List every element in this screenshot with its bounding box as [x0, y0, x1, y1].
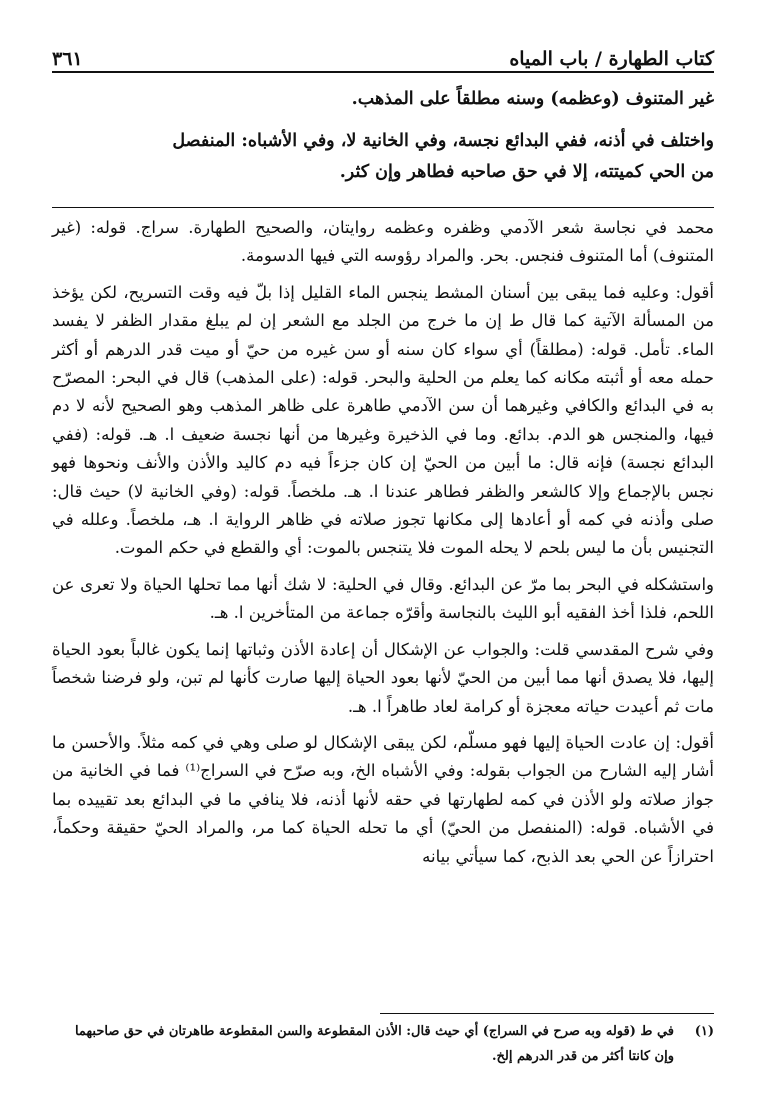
commentary: [52, 214, 714, 871]
running-title: كتاب الطهارة / باب المياه: [509, 48, 714, 70]
text-commentary-divider: [52, 207, 714, 208]
commentary-paragraph-1: محمد في نجاسة شعر الآدمي وظفره وعظمه روايتان، والصحيح الطهارة. سراج. قوله: (غير المتنوف) أما المتنوف فنجس. بحر. والمراد رؤوسه التي فيها الدسومة.: [52, 218, 714, 266]
footnote-line-2: وإن كانتا أكثر من قدر الدرهم إلخ.: [492, 1049, 674, 1064]
footnote-divider: [380, 1013, 714, 1014]
main-text-paragraph-1: غير المتنوف (وعظمه) وسنه مطلقاً على المذهب.: [351, 89, 714, 109]
commentary-paragraph-4: وفي شرح المقدسي قلت: والجواب عن الإشكال أن إعادة الأذن وثباتها إنما يكون غالباً بعود الحياة إليها، فلا يصدق أنها مما أبين من الحيّ لأنها بعود الحياة إليها صارت كأنها لم تبن، ولو فرضنا شخصاً مات ثم أعيدت حياته معجزة أو كرامة لعاد طاهراً ا. هـ.: [52, 639, 714, 716]
main-text-paragraph-2-line-1: واختلف في أذنه، ففي البدائع نجسة، وفي الخانية لا، وفي الأشباه: المنفصل: [172, 131, 714, 151]
commentary-paragraph-5: أقول: إن عادت الحياة إليها فهو مسلّم، لكن يبقى الإشكال لو صلى وهي في كمه مثلاً. والأحسن ما أشار إليه الشارح من الجواب بقوله: وفي الأشباه الخ، وبه صرّح في السراج⁽¹⁾ فما في الخانية من جواز صلاته ولو الأذن في كمه لطهارتها في حقه لأنها أذنه، فلا ينافي ما في البدائع بعد تقييده بما في الأشباه. قوله: (المنفصل من الحيّ) أي ما تحله الحياة كما مر، والمراد الحيّ حقيقة وحكماً، احترازاً عن الحي بعد الذبح، كما سيأتي بيانه: [52, 732, 714, 866]
footnote-number: (١): [694, 1024, 714, 1039]
main-text-paragraph-2-line-2: من الحي كميتته، إلا في حق صاحبه فطاهر وإن كثر.: [339, 162, 714, 182]
commentary-paragraph-2: أقول: وعليه فما يبقى بين أسنان المشط ينجس الماء القليل إذا بلّ فيه وقت التسريح، لكن يؤخذ من المسألة الآتية كما قال ط إن ما خرج من الجلد مع الشعر إن لم يبلغ مقدار الظفر لا يفسد الماء. تأمل. قوله: (مطلقاً) أي سواء كان سنه أو سن غيره من حيّ أو ميت قدر الدرهم أو أكثر حمله معه أو أثبته مكانه كما يعلم من الحلية والبحر. قوله: (على المذهب) قال في البحر: المصرّح به في البدائع والكافي وغيرهما أن سن الآدمي طاهرة على ظاهر المذهب وهو الصحيح لأنه لا دم فيها، والمنجس هو الدم. بدائع. وما في الذخيرة وغيرها من أنها نجسة ضعيف ا. هـ. قوله: (ففي البدائع نجسة) فإنه قال: ما أبين من الحيّ إن كان جزءاً فيه دم كاليد والأذن والأنف ونحوها فهو نجس بالإجماع وإلا كالشعر والظفر فطاهر عندنا ا. هـ. ملخصاً. قوله: (وفي الخانية لا) حيث قال: صلى وأذنه في كمه أو أعادها إلى مكانها تجوز صلاته في ظاهر الرواية ا. هـ، ملخصاً. وعلله في التجنيس بأن ما ليس بلحم لا يحله الموت فلا يتنجس بالموت: أي والقطع في حكم الموت.: [52, 282, 714, 558]
footnote-line-1: في ط (قوله وبه صرح في السراج) أي حيث قال: الأذن المقطوعة والسن المقطوعة طاهرتان في حق صاحبهما: [74, 1024, 674, 1039]
commentary-paragraph-3: واستشكله في البحر بما مرّ عن البدائع. وقال في الحلية: لا شك أنها مما تحلها الحياة ولا تعرى عن اللحم، فلذا أخذ الفقيه أبو الليث بالنجاسة وأقرّه جماعة من المتأخرين ا. هـ.: [52, 574, 714, 623]
footnote: [52, 1019, 714, 1069]
page-header: [52, 38, 714, 70]
page-number: ٣٦١: [52, 48, 83, 70]
main-text: [52, 84, 714, 188]
header-divider: [52, 71, 714, 73]
